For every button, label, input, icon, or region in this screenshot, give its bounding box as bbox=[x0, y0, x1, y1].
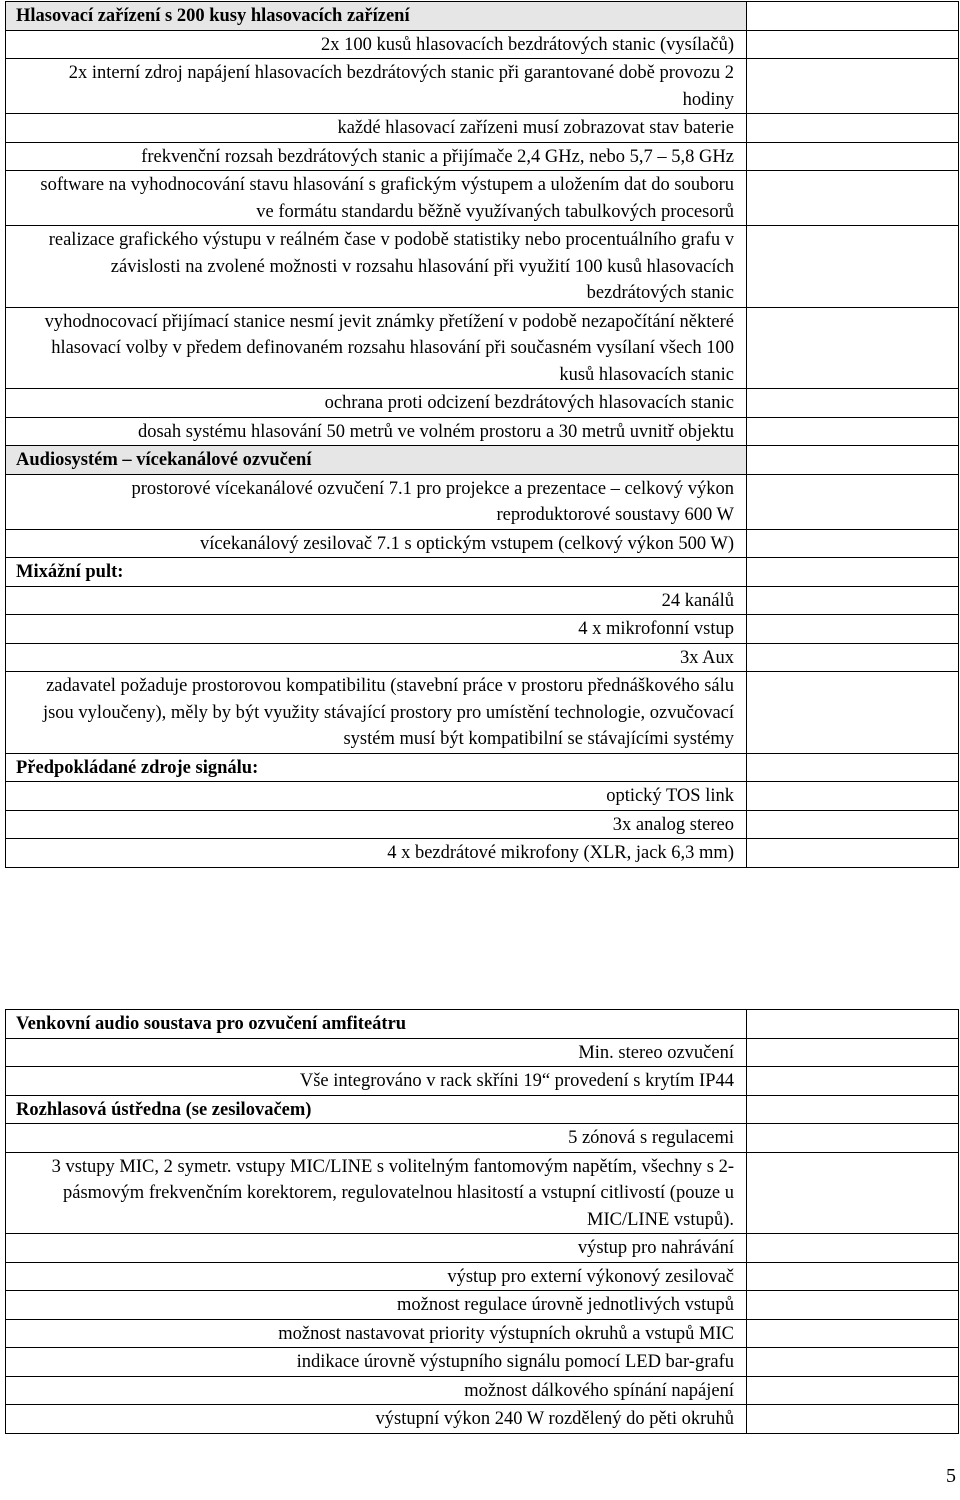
spec-text: ochrana proti odcizení bezdrátových hlasovacích stanic bbox=[6, 389, 747, 418]
spec-row bbox=[6, 1038, 959, 1067]
empty-value-cell bbox=[747, 1348, 959, 1377]
empty-value-cell bbox=[747, 672, 959, 754]
empty-value-cell bbox=[747, 307, 959, 389]
section-heading: Hlasovací zařízení s 200 kusy hlasovacích zařízení bbox=[6, 2, 747, 31]
spec-row bbox=[6, 1319, 959, 1348]
spec-text: možnost dálkového spínání napájení bbox=[6, 1376, 747, 1405]
spec-text: vícekanálový zesilovač 7.1 s optickým vstupem (celkový výkon 500 W) bbox=[6, 529, 747, 558]
spec-row bbox=[6, 1234, 959, 1263]
spec-text: optický TOS link bbox=[6, 782, 747, 811]
empty-value-cell bbox=[747, 586, 959, 615]
spec-text: 3x Aux bbox=[6, 643, 747, 672]
empty-value-cell bbox=[747, 417, 959, 446]
empty-value-cell bbox=[747, 529, 959, 558]
spec-row bbox=[6, 142, 959, 171]
spec-row bbox=[6, 417, 959, 446]
section-heading-row bbox=[6, 1010, 959, 1039]
spec-row bbox=[6, 1067, 959, 1096]
spec-text: Min. stereo ozvučení bbox=[6, 1038, 747, 1067]
spec-row bbox=[6, 1152, 959, 1234]
empty-value-cell bbox=[747, 839, 959, 868]
spec-row bbox=[6, 643, 959, 672]
section-heading-row bbox=[6, 1095, 959, 1124]
spec-text: 4 x mikrofonní vstup bbox=[6, 615, 747, 644]
spec-row bbox=[6, 226, 959, 308]
spec-text: 3x analog stereo bbox=[6, 810, 747, 839]
empty-value-cell bbox=[747, 643, 959, 672]
spec-text: 24 kanálů bbox=[6, 586, 747, 615]
empty-value-cell bbox=[747, 114, 959, 143]
specification-table-body bbox=[6, 1010, 959, 1434]
specification-table-body bbox=[6, 2, 959, 868]
empty-value-cell bbox=[747, 1152, 959, 1234]
spec-text: každé hlasovací zařízeni musí zobrazovat stav baterie bbox=[6, 114, 747, 143]
spec-text: frekvenční rozsah bezdrátových stanic a přijímače 2,4 GHz, nebo 5,7 – 5,8 GHz bbox=[6, 142, 747, 171]
spec-text: 2x 100 kusů hlasovacích bezdrátových stanic (vysílačů) bbox=[6, 30, 747, 59]
empty-value-cell bbox=[747, 1124, 959, 1153]
spec-text: možnost regulace úrovně jednotlivých vstupů bbox=[6, 1291, 747, 1320]
spec-row bbox=[6, 1376, 959, 1405]
spec-row bbox=[6, 782, 959, 811]
spec-text: výstupní výkon 240 W rozdělený do pěti okruhů bbox=[6, 1405, 747, 1434]
spec-row bbox=[6, 1291, 959, 1320]
spec-text: indikace úrovně výstupního signálu pomocí LED bar-grafu bbox=[6, 1348, 747, 1377]
empty-value-cell bbox=[747, 59, 959, 114]
empty-value-cell bbox=[747, 226, 959, 308]
spec-row bbox=[6, 839, 959, 868]
empty-value-cell bbox=[747, 142, 959, 171]
spec-row bbox=[6, 59, 959, 114]
empty-value-cell bbox=[747, 1405, 959, 1434]
spec-text: vyhodnocovací přijímací stanice nesmí jevit známky přetížení v podobě nezapočítání některé hlasovací volby v předem definovaném rozsahu hlasování při současném vysílaní všech 100 kusů hlasovacích stanic bbox=[6, 307, 747, 389]
specification-table-voting-audio bbox=[5, 1, 959, 868]
section-heading-row bbox=[6, 446, 959, 475]
spec-text: Vše integrováno v rack skříni 19“ provedení s krytím IP44 bbox=[6, 1067, 747, 1096]
section-heading: Audiosystém – vícekanálové ozvučení bbox=[6, 446, 747, 475]
spec-text: výstup pro nahrávání bbox=[6, 1234, 747, 1263]
empty-value-cell bbox=[747, 753, 959, 782]
empty-value-cell bbox=[747, 1010, 959, 1039]
empty-value-cell bbox=[747, 810, 959, 839]
specification-table-outdoor-audio bbox=[5, 1009, 959, 1434]
empty-value-cell bbox=[747, 171, 959, 226]
spec-text: 5 zónová s regulacemi bbox=[6, 1124, 747, 1153]
empty-value-cell bbox=[747, 446, 959, 475]
empty-value-cell bbox=[747, 389, 959, 418]
section-heading-row bbox=[6, 558, 959, 587]
spec-text: prostorové vícekanálové ozvučení 7.1 pro projekce a prezentace – celkový výkon reproduktorové soustavy 600 W bbox=[6, 474, 747, 529]
spec-text: zadavatel požaduje prostorovou kompatibilitu (stavební práce v prostoru přednáškového sálu jsou vyloučeny), měly by být využity stávající prostory pro umístění technologie, ozvučovací systém musí být kompatibilní se stávajícími systémy bbox=[6, 672, 747, 754]
section-heading: Předpokládané zdroje signálu: bbox=[6, 753, 747, 782]
section-heading: Rozhlasová ústředna (se zesilovačem) bbox=[6, 1095, 747, 1124]
spec-text: dosah systému hlasování 50 metrů ve volném prostoru a 30 metrů uvnitř objektu bbox=[6, 417, 747, 446]
section-heading: Mixážní pult: bbox=[6, 558, 747, 587]
empty-value-cell bbox=[747, 558, 959, 587]
spec-row bbox=[6, 114, 959, 143]
spec-text: software na vyhodnocování stavu hlasování s grafickým výstupem a uložením dat do souboru ve formátu standardu běžně využívaných tabulkových procesorů bbox=[6, 171, 747, 226]
spec-row bbox=[6, 1262, 959, 1291]
page-number: 5 bbox=[946, 1465, 956, 1487]
empty-value-cell bbox=[747, 30, 959, 59]
spec-row bbox=[6, 474, 959, 529]
empty-value-cell bbox=[747, 1262, 959, 1291]
spec-text: 3 vstupy MIC, 2 symetr. vstupy MIC/LINE s volitelným fantomovým napětím, všechny s 2-pásmovým frekvenčním korektorem, regulovatelnou hlasitostí a vstupní citlivostí (pouze u MIC/LINE vstupů). bbox=[6, 1152, 747, 1234]
spec-text: výstup pro externí výkonový zesilovač bbox=[6, 1262, 747, 1291]
spec-text: realizace grafického výstupu v reálném čase v podobě statistiky nebo procentuálního grafu v závislosti na zvolené možnosti v rozsahu hlasování při využití 100 kusů hlasovacích bezdrátových stanic bbox=[6, 226, 747, 308]
empty-value-cell bbox=[747, 1067, 959, 1096]
spec-text: 4 x bezdrátové mikrofony (XLR, jack 6,3 mm) bbox=[6, 839, 747, 868]
spec-row bbox=[6, 529, 959, 558]
spec-text: 2x interní zdroj napájení hlasovacích bezdrátových stanic při garantované době provozu 2 hodiny bbox=[6, 59, 747, 114]
empty-value-cell bbox=[747, 474, 959, 529]
empty-value-cell bbox=[747, 1095, 959, 1124]
spec-row bbox=[6, 389, 959, 418]
spec-row bbox=[6, 30, 959, 59]
empty-value-cell bbox=[747, 782, 959, 811]
spec-row bbox=[6, 672, 959, 754]
empty-value-cell bbox=[747, 1038, 959, 1067]
section-heading-row bbox=[6, 753, 959, 782]
spec-row bbox=[6, 171, 959, 226]
empty-value-cell bbox=[747, 615, 959, 644]
spec-row bbox=[6, 615, 959, 644]
empty-value-cell bbox=[747, 2, 959, 31]
section-heading-row bbox=[6, 2, 959, 31]
spec-row bbox=[6, 1405, 959, 1434]
spec-row bbox=[6, 810, 959, 839]
spec-row bbox=[6, 586, 959, 615]
empty-value-cell bbox=[747, 1234, 959, 1263]
empty-value-cell bbox=[747, 1291, 959, 1320]
spec-row bbox=[6, 307, 959, 389]
section-heading: Venkovní audio soustava pro ozvučení amfiteátru bbox=[6, 1010, 747, 1039]
empty-value-cell bbox=[747, 1376, 959, 1405]
spec-row bbox=[6, 1124, 959, 1153]
empty-value-cell bbox=[747, 1319, 959, 1348]
spec-text: možnost nastavovat priority výstupních okruhů a vstupů MIC bbox=[6, 1319, 747, 1348]
spec-row bbox=[6, 1348, 959, 1377]
